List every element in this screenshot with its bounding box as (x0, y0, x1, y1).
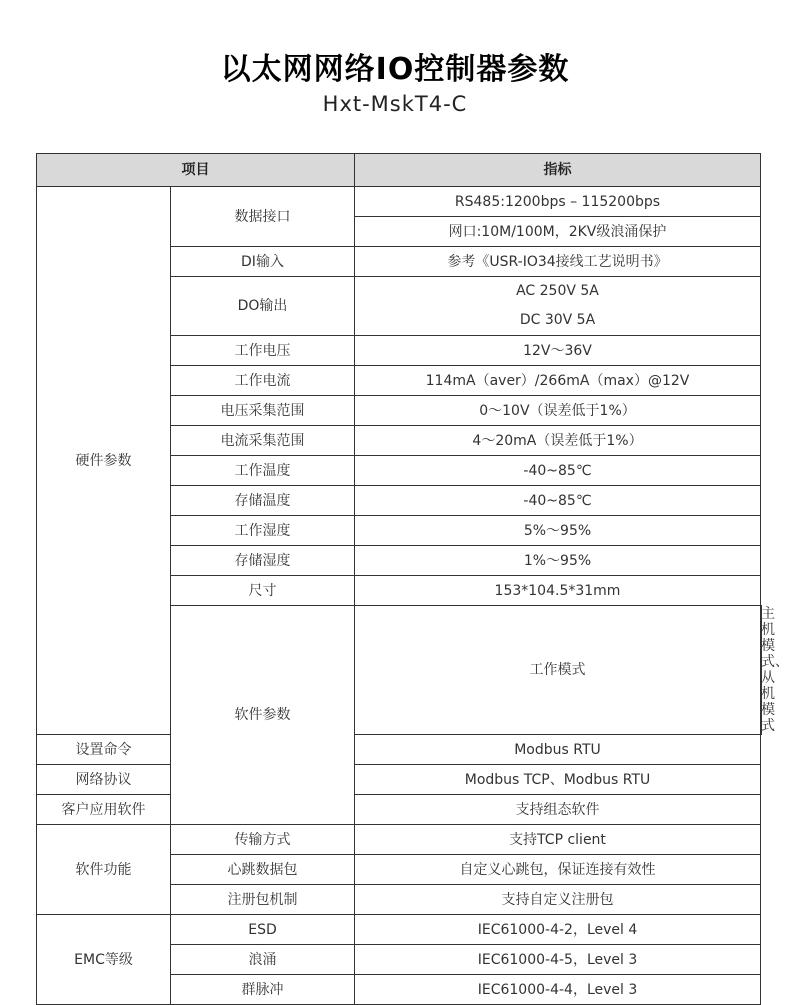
value-cell: IEC61000-4-4，Level 3 (355, 975, 761, 1005)
item-cell: 工作电压 (171, 336, 355, 366)
model-number: Hxt-MskT4-C (322, 92, 468, 116)
item-cell: 传输方式 (171, 825, 355, 855)
value-cell: -40~85℃ (355, 486, 761, 516)
item-cell: DI输入 (171, 247, 355, 277)
item-cell: 浪涌 (171, 945, 355, 975)
value-line: AC 250V 5A (516, 283, 599, 299)
item-cell: 电流采集范围 (171, 426, 355, 456)
table-header-row (37, 154, 762, 187)
item-cell: 群脉冲 (171, 975, 355, 1005)
value-line: DC 30V 5A (519, 312, 596, 328)
item-cell: DO输出 (171, 277, 355, 336)
item-cell: 工作电流 (171, 366, 355, 396)
item-cell: 设置命令 (37, 735, 171, 765)
item-cell: 工作温度 (171, 456, 355, 486)
value-cell: 12V～36V (355, 336, 761, 366)
table-row (37, 187, 762, 217)
value-cell: -40~85℃ (355, 456, 761, 486)
value-cell: 自定义心跳包，保证连接有效性 (355, 855, 761, 885)
value-cell: 支持组态软件 (355, 795, 761, 825)
value-cell: IEC61000-4-5，Level 3 (355, 945, 761, 975)
item-cell: 存储温度 (171, 486, 355, 516)
value-cell (355, 277, 761, 336)
item-cell: 数据接口 (171, 187, 355, 247)
value-cell: 主机模式、从机模式 (761, 606, 789, 734)
value-cell: 支持自定义注册包 (355, 885, 761, 915)
item-cell: 工作模式 (355, 606, 761, 735)
header-item: 项目 (37, 154, 355, 187)
page-title: 以太网网络IO控制器参数 (220, 52, 570, 87)
value-cell: 153*104.5*31mm (355, 576, 761, 606)
item-cell: 电压采集范围 (171, 396, 355, 426)
value-cell: 支持TCP client (355, 825, 761, 855)
value-cell: RS485:1200bps – 115200bps (355, 187, 761, 217)
table-row (37, 915, 762, 945)
table-row (37, 795, 762, 825)
table-row (37, 765, 762, 795)
category-cell: 软件参数 (171, 606, 355, 825)
value-cell: Modbus TCP、Modbus RTU (355, 765, 761, 795)
table-row (37, 825, 762, 855)
value-cell: 网口:10M/100M，2KV级浪涌保护 (355, 217, 761, 247)
item-cell: 网络协议 (37, 765, 171, 795)
value-cell: Modbus RTU (355, 735, 761, 765)
header-value: 指标 (355, 154, 761, 187)
category-cell: 硬件参数 (37, 187, 171, 735)
value-cell: 参考《USR-IO34接线工艺说明书》 (355, 247, 761, 277)
item-cell: 存储湿度 (171, 546, 355, 576)
category-cell: 软件功能 (37, 825, 171, 915)
item-cell: 心跳数据包 (171, 855, 355, 885)
item-cell: 工作湿度 (171, 516, 355, 546)
item-cell: ESD (171, 915, 355, 945)
category-cell: EMC等级 (37, 915, 171, 1005)
value-cell: 5%～95% (355, 516, 761, 546)
item-cell: 客户应用软件 (37, 795, 171, 825)
value-cell: 1%～95% (355, 546, 761, 576)
value-cell: 4～20mA（误差低于1%） (355, 426, 761, 456)
item-cell: 尺寸 (171, 576, 355, 606)
item-cell: 注册包机制 (171, 885, 355, 915)
table-row (37, 735, 762, 765)
value-cell: IEC61000-4-2，Level 4 (355, 915, 761, 945)
value-cell: 0～10V（误差低于1%） (355, 396, 761, 426)
value-cell: 114mA（aver）/266mA（max）@12V (355, 366, 761, 396)
spec-table (36, 153, 789, 1005)
